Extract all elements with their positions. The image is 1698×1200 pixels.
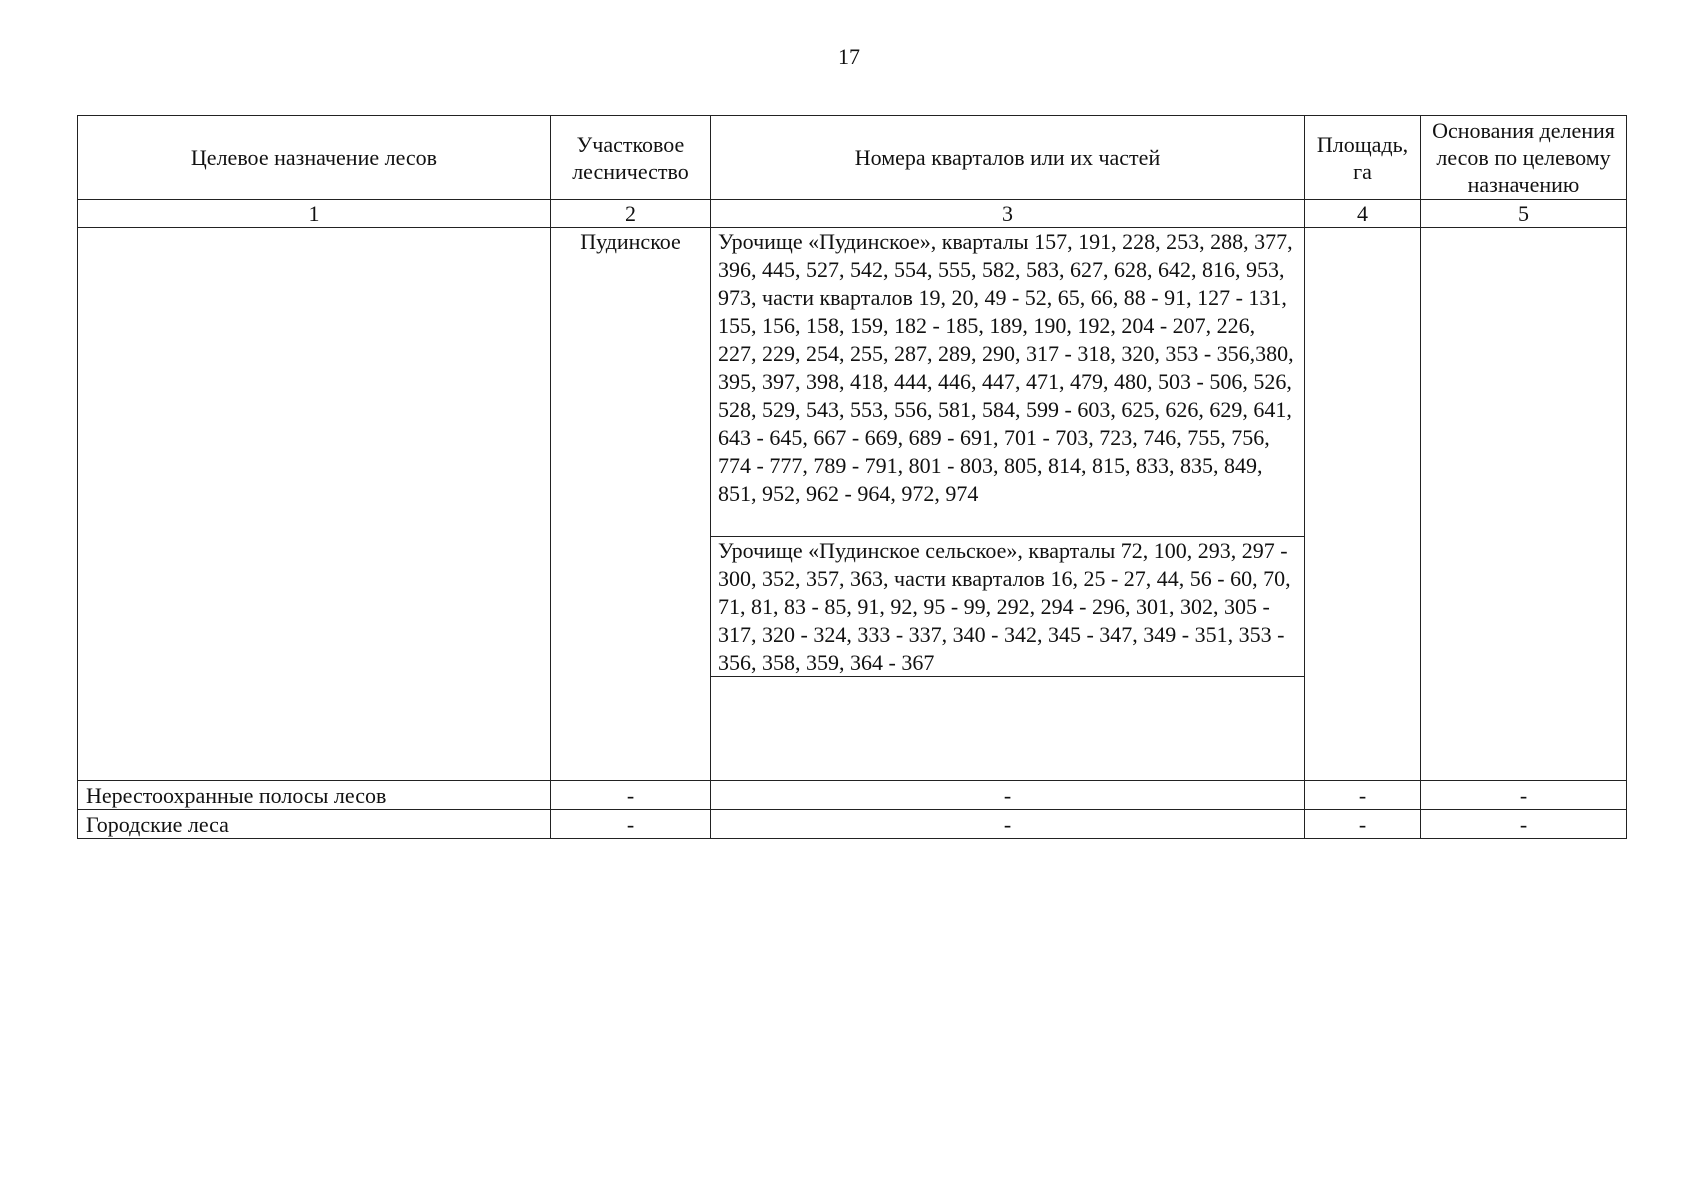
table-row	[78, 810, 1627, 839]
column-number: 4	[1305, 200, 1421, 228]
header-area: Площадь, га	[1305, 116, 1421, 200]
basis-cell	[1421, 228, 1627, 781]
forestry-cell: -	[551, 810, 711, 839]
area-cell: -	[1305, 781, 1421, 810]
header-purpose: Целевое назначение лесов	[78, 116, 551, 200]
column-number: 1	[78, 200, 551, 228]
forestry-cell: Пудинское	[551, 228, 711, 781]
area-cell	[1305, 228, 1421, 781]
column-number: 2	[551, 200, 711, 228]
basis-cell: -	[1421, 810, 1627, 839]
quarters-cell: -	[711, 781, 1305, 810]
forest-purpose-table	[77, 115, 1627, 839]
quarters-block-pudinskoe: Урочище «Пудинское», кварталы 157, 191, 228, 253, 288, 377, 396, 445, 527, 542, 554, 555, 582, 583, 627, 628, 642, 816, 953, 973, части кварталов 19, 20, 49 - 52, 65, 66, 88 - 91, 127 - 131, 155, 156, 158, 159, 182 - 185, 189, 190, 192, 204 - 207, 226, 227, 229, 254, 255, 287, 289, 290, 317 - 318, 320, 353 - 356,380, 395, 397, 398, 418, 444, 446, 447, 471, 479, 480, 503 - 506, 526, 528, 529, 543, 553, 556, 581, 584, 599 - 603, 625, 626, 629, 641, 643 - 645, 667 - 669, 689 - 691, 701 - 703, 723, 746, 755, 756, 774 - 777, 789 - 791, 801 - 803, 805, 814, 815, 833, 835, 849, 851, 952, 962 - 964, 972, 974	[711, 228, 1304, 537]
quarters-block-pudinskoe-selskoe: Урочище «Пудинское сельское», кварталы 72, 100, 293, 297 - 300, 352, 357, 363, части кварталов 16, 25 - 27, 44, 56 - 60, 70, 71, 81, 83 - 85, 91, 92, 95 - 99, 292, 294 - 296, 301, 302, 305 - 317, 320 - 324, 333 - 337, 340 - 342, 345 - 347, 349 - 351, 353 - 356, 358, 359, 364 - 367	[711, 537, 1304, 677]
header-basis: Основания деления лесов по целевому назначению	[1421, 116, 1627, 200]
table-row	[78, 781, 1627, 810]
quarters-block-empty	[711, 677, 1304, 780]
column-number-row	[78, 200, 1627, 228]
quarters-cell	[711, 228, 1305, 781]
purpose-cell	[78, 228, 551, 781]
area-cell: -	[1305, 810, 1421, 839]
purpose-cell: Нерестоохранные полосы лесов	[78, 781, 551, 810]
header-quarters: Номера кварталов или их частей	[711, 116, 1305, 200]
table-header-row	[78, 116, 1627, 200]
quarters-cell: -	[711, 810, 1305, 839]
page-number: 17	[838, 44, 860, 69]
column-number: 5	[1421, 200, 1627, 228]
purpose-cell: Городские леса	[78, 810, 551, 839]
header-forestry: Участковое лесничество	[551, 116, 711, 200]
table-row	[78, 228, 1627, 781]
forestry-cell: -	[551, 781, 711, 810]
basis-cell: -	[1421, 781, 1627, 810]
column-number: 3	[711, 200, 1305, 228]
